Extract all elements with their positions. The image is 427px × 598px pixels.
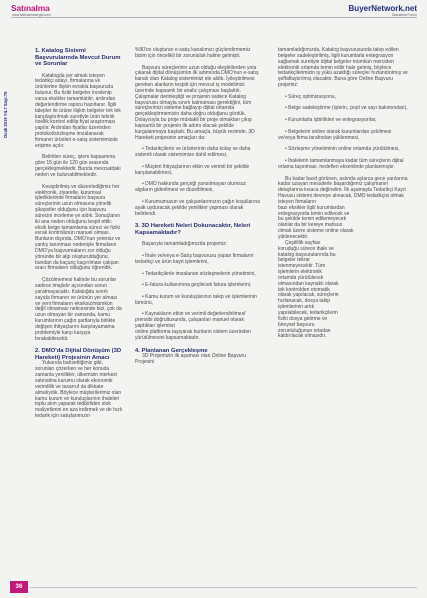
bullet-item: • E-fatura kullanımına geçilecek fatura işlemlerini, (142, 282, 252, 289)
paragraph: 3D Projemizin ilk aşaması olan Online Başvuru Projesini (135, 353, 246, 365)
section-heading-1: 1. Katalog Sistemi Başvurularında Mevcut Durum ve Sorunlar (35, 48, 121, 68)
section-heading-2: 2. DMO'da Dijital Dönüşüm (3D Hareketi) Projesinin Amacı (35, 348, 122, 361)
bullet-item: • İhalelerin tamamlanmaya kadar tüm süreçlerin dijital ortama taşınması, hedefleri eksenlinde planlanmıştır. (278, 158, 404, 170)
satinalma-url: www.satinalmadergisi.com (12, 13, 51, 17)
bullet-item: • Müşteri ihtiyaçlarının etkin ve verimli bir şekilde karşılanabilmesi, (135, 163, 250, 176)
page-number: 36 (10, 581, 28, 593)
satinalma-brand: Satınalma (11, 3, 50, 13)
bullet-item: • Belgelerin online olarak kurumlardan çekilmesi ve/veya firma tarafından yüklenmesi, (278, 128, 392, 141)
bullet-item: • Sözleşme yönetiminin online ortamda yürütülmesi, (285, 146, 400, 153)
bullet-item: • Kurumumuzun ve çalışanlarımızın çağın koşullarına ayak uyduracak şekilde yenilikler yapması olarak belirlendi. (135, 198, 260, 217)
bullet-item: • Kaynakların etkin ve verimli değerlendirilmesi' prensibi doğrultusunda, çalışanları manuel olarak yaptıkları işlemleri (135, 311, 247, 330)
article-column-2 (135, 48, 262, 366)
section-heading-3: 3. 3D Hareketi Neleri Dokunacaktır, Neleri Kapsamaktadır? (135, 223, 251, 236)
paragraph: Katalogda yer almak isteyen tedarikçi adayı, firmalarına ve ürünlerine ilişkin evrakla başvuruda bulunur. Bu fiziki belgeler incelenip varsa eksikler tamamlatılır, ardından değerlendirme raporu hazırlanır. İlgili talepler ile ürüne ilişkin belgeler tek tek karşılaştırılmak suretiyle ürün teknik özellik kontrol edilip fiyat araştırması yapılır. Ardından fiyatlar üzerinden protokol/sözleşme imzalanarak firmanın ürünleri e-satış sistemimizde erişime açılır. (35, 72, 121, 149)
paragraph: Belirtilen süreç, işlem kapsamına göre 15 gün ile 120 gün arasında gerçekleşmektedir. Bunda mevzuattaki neden ve bulunabilmektedir. (35, 154, 121, 178)
issue-info (3, 78, 11, 138)
bullet-item: • Tedarikçilerle imzalanan sözleşmelerin yönetimini, (142, 270, 256, 277)
footer-divider (30, 587, 417, 588)
paragraph: Kesişdirilmiş ve düzenlediğimiz her elektronik, ziyaretle, kurumsal işlerliklerinde firmaların başvuru süreçlerinin uzun olmasına yönelik şikayetler olduğunu için başvuru sürecini inceleme ye aldık. Sonuçlanın iki ana neden olduğunu tespit ettik: eksik belge tamamlama süreci ve fiziki evrak kontrolünün manuel olması. Bunların dışında, DMO'nun yetersiz ve yanlış tanınması nedeniyle firmaların DMO'ya başvurmaların zor olduğu yönünde bir algı oluşturulduğunu, bundan da kaçanç kaçırılması çalışan aracı firmaların olduğunu öğrendik. (35, 183, 121, 272)
paragraph: Başvuru süreçlerinin uzun olduğu eleştirilerden yola çıkarak dijital dönüşümün ilk adımında DMO'nun e-satış kanalı olan Katalog sistemimizi ele aldık. İyileştirilmesi gereken alanların tespiti için mevcut iş modelimizi üzerinde kapsamlı bir analiz çalışması başlattık. Çalışmalar derinleştiği ve projenin sadece Katalog başvurusu olmayla sınırlı kalmaması gerektiğini, tüm süreçlerimizi sisteme bağlayıp dijital ortamda gerçekleştirmemizin daha doğru olduğunu gördük. Dolayısıyla bu proje müstakil bir proje olmaktan çıkıp kapsamlı bir projenin ilk adımı olacak şekilde kurgulanmaya başladı. Bu amaçla, büyük resimde, 3D Hareketi projesinin amaçları da: (135, 64, 259, 141)
paragraph: bazı eksikler ilgili kurumlardan entegrasyonla temin edilecek ve bu şekilde temin edilemeyecek olanlar da bir kereye mahsus olmak üzere sisteme online olarak yüklenecektir. (278, 204, 354, 240)
paragraph: Çeşitlilik sayfası koruduğu sürece ihale ve katalog başvurularında bu belgeler tekrar istenmeyecektir. Tüm işlemlerin elektronik ortamda yürütülecek olmasından kaynaklı olarak tek kontrolden otomatik olarak yapılacak, süreçlerin hızlanacak, dosya takip işlemlerinin artık yapılabilecek, tedarikçilerin fiziki dosya getirme ve bireysel başvuru zorunluluğunun ortadan kaldırılacak olmasıdır. (278, 239, 339, 340)
buyernetwork-logo[interactable] (349, 4, 417, 17)
bullet-item: • Tedarikçilerin ve ürünlerinin daha kolay ve daha sistemli olarak sistemimize dahil edilmesi, (135, 146, 251, 159)
paragraph: %90'ını oluşturan e-satış kanalımızı güçlendirmemiz bizim için öncelikli bir zorunluluk haline gelmişti. (135, 47, 251, 59)
bullet-item: • Kamu kurum ve kuruluşlarının talep ve işlemlerinin tümünü, (135, 293, 257, 306)
bullet-item: • DMO hakkında gerçeği yansıtmayan olumsuz algıların giderilmesi ve düzeltilmesi, (135, 181, 247, 194)
article-column-3 (278, 48, 408, 340)
paragraph: Bu kadar basit görünen, aslında aylarca gece yarılarına kadar uzayan mesailerle başardığımız çalışmanın detaylarına kısaca değinelim. İlk aşamayla Tedarikçi Kayıt Havuzu sistemi devreye alınacak, DMO tedarikçisi olmak isteyen firmaların (278, 175, 408, 205)
header-divider (11, 17, 417, 18)
satinalma-logo[interactable] (11, 4, 51, 17)
bullet-item: • Kurumlarla işbirlikleri ve entegrasyonlar, (285, 117, 377, 124)
paragraph: online platforma taşıyarak bunların sistem üzerinden yürütülmesini kapsamaktadır. (135, 329, 251, 341)
bullet-item: • İhale ve/veya e-Satış başvurusu yapan firmaların tedarikçi ve ürün kayıt işlemlerini, (135, 253, 254, 265)
bullet-item: • Belge sadeleştirme (işlerin, çeşit ve sayı bakımından), (285, 105, 408, 112)
paragraph: tamamladığımızda, Katalog başvurusunda talep edilen belgeler sadeleştirilmiş, ilgili kurumlarla entegrasyon sağlamak suretiyle dijital belgeler mümkün merciden elektronik ortamda temin edilir hale gelmiş, böylece tedarikçilerimizin iş yükü azaldığı süreçler hızlandırılmış ve şeffaflaştırılmış olacaktır. Buna göre Online Başvuru projemiz: (278, 47, 408, 89)
buyernetwork-brand: BuyerNetwork.net (348, 4, 417, 13)
buyernetwork-sub: Satınalma Forum (391, 13, 417, 17)
article-column-1 (35, 48, 123, 420)
paragraph: Başarıyla tamamladığımızda projemiz: (142, 241, 228, 248)
bullet-item: • Süreç optimizasyonu, (285, 93, 336, 100)
section-heading-4: 4. Planlanan Gerçekleşme (135, 347, 208, 354)
paragraph: Çözülmemesi halinde bu sorunlar sadece imajlıdır açısından sorun yaratmayacaktı. Kataloğda sınırlı sayıda firmanın ve ürünün yer alması ve yeni firmaların eksiksiz/mümkün değil olmaması neticesinde bizi, çok da uzun olmayan bir zamanda, kamu kurumlarının çağın şartlarıyla birlikte değişen ihtiyaçlarını karşılayamama problemiyle karşı karşıya bırakabilecekti. (35, 277, 122, 342)
issue-info-text: Ocak 2019 YIL7 Sayı:75 (3, 91, 8, 138)
paragraph: Yukarıda bahsettiğimiz gibi, sorunları çözerken ve her konuda zamanla yenilikler, ülkemizin merkezi satınalma kurumu olarak ekonomik verimlilik ve tasarruf da dikkate almalıydık. Böylece müşterilerimiz olan kamu kurum ve kuruluşlarının ihaleleri toplu alım yaparak tedbirliden stok maliyetlerini en aza indirmek ve de hızlı tedarik için satışlarımızın (35, 360, 123, 420)
